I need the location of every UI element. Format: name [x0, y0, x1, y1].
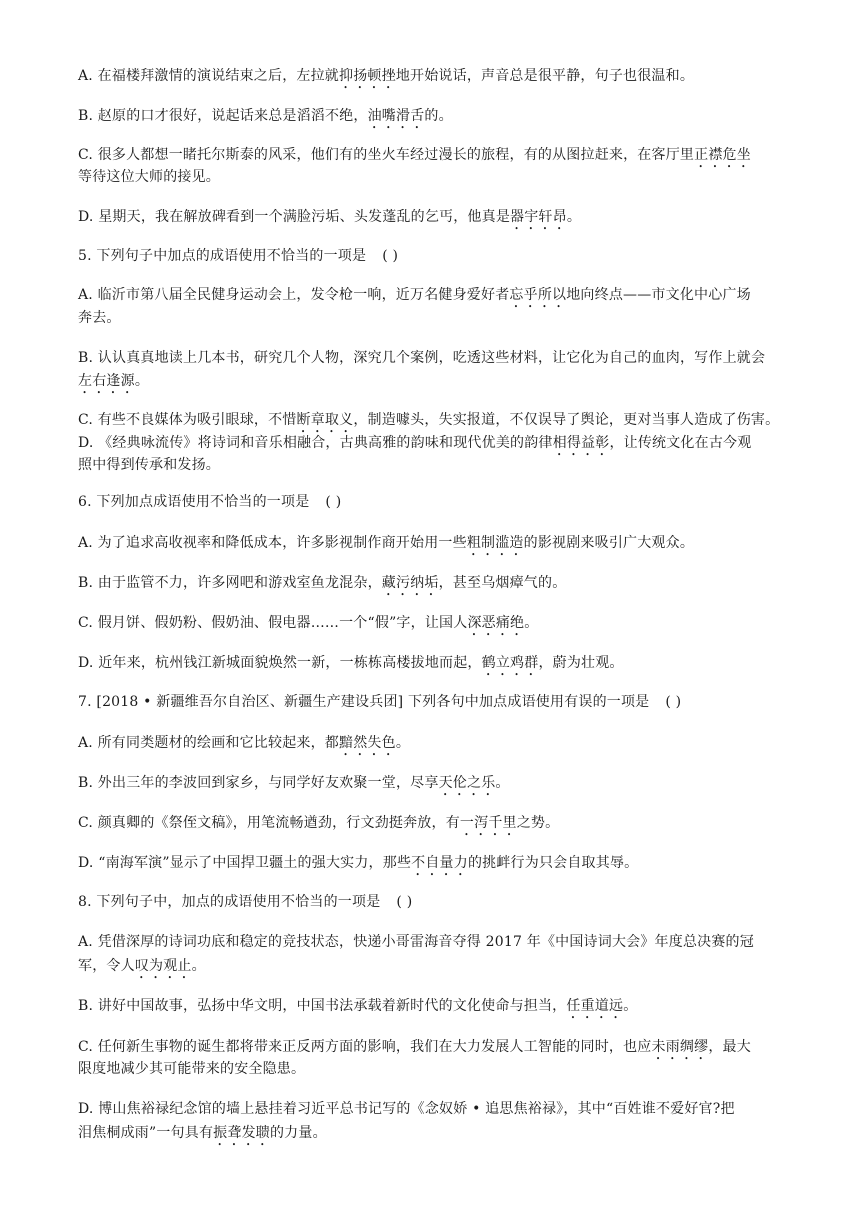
line-text: 8. 下列句子中，加点的成语使用不恰当的一项是 — [78, 894, 381, 910]
line-text: A. 在福楼拜激情的演说结束之后，左拉就 — [78, 68, 340, 84]
option-line — [78, 998, 790, 1022]
line-text: B. 外出三年的李波回到家乡，与同学好友欢聚一堂，尽享 — [78, 775, 439, 791]
dotted-idiom: 天伦之乐 — [438, 775, 496, 791]
dotted-idiom: 粗制滥造 — [466, 535, 524, 551]
option-line — [78, 535, 790, 559]
line-text: B. 讲好中国故事，弘扬中华文明，中国书法承载着新时代的文化使命与担当， — [78, 998, 567, 1014]
dotted-idiom: 振聋发聩 — [213, 1125, 270, 1141]
dotted-idiom: 左右逢源 — [78, 373, 135, 389]
line-text: 6. 下列加点成语使用不恰当的一项是 — [78, 494, 310, 510]
line-text: 的影视剧来吸引广大观众。 — [523, 535, 695, 551]
line-text: A. 凭借深厚的诗词功底和稳定的竞技状态，快递小哥雷海音夺得 2017 年《中国诗词大会》年度总决赛的冠 — [78, 934, 754, 950]
dotted-idiom: 未雨绸缪 — [651, 1039, 709, 1055]
dotted-idiom: 不自量力 — [411, 855, 468, 871]
option-line — [78, 373, 790, 397]
line-text: D. “南海军演”显示了中国捍卫疆土的强大实力，那些 — [78, 855, 412, 871]
option-line — [78, 170, 790, 184]
option-line — [78, 351, 790, 365]
line-text: 。 — [524, 615, 539, 631]
option-line — [78, 1039, 790, 1063]
option-line — [78, 435, 790, 459]
option-line — [78, 1062, 790, 1076]
line-text: 。 — [623, 998, 638, 1014]
dotted-idiom: 深恶痛绝 — [467, 615, 525, 631]
line-text: A. 所有同类题材的绘画和它比较起来，都 — [78, 735, 340, 751]
line-text: 等待这位大师的接见。 — [78, 169, 220, 185]
option-line — [78, 108, 790, 132]
option-line — [78, 287, 790, 311]
line-text: 。 — [134, 373, 150, 389]
dotted-idiom: 叹为观止 — [134, 958, 192, 974]
line-text: A. 为了追求高收视率和降低成本，许多影视制作商开始用一些 — [78, 535, 467, 551]
line-text: D. 星期天，我在解放碑看到一个满脸污垢、头发蓬乱的乞丐，他真是 — [78, 209, 511, 225]
option-line — [78, 458, 790, 472]
line-text: 。 — [191, 958, 206, 974]
line-text: 的力量。 — [269, 1125, 327, 1141]
line-text: 泪焦桐成雨”一句具有 — [78, 1125, 214, 1141]
option-line — [78, 412, 790, 436]
option-line — [78, 958, 790, 982]
answer-paren: ( ) — [325, 494, 342, 510]
dotted-idiom: 黯然失色 — [339, 735, 396, 751]
line-text: 。 — [495, 775, 510, 791]
line-text: B. 由于监管不力，许多网吧和游戏室鱼龙混杂， — [78, 575, 382, 591]
line-text: 。 — [395, 735, 411, 751]
option-line — [78, 1102, 790, 1116]
dotted-idiom: 正襟危坐 — [694, 147, 751, 163]
answer-paren: ( ) — [665, 694, 682, 710]
answer-paren: ( ) — [382, 248, 399, 264]
line-text: C. 很多人都想一睹托尔斯泰的风采，他们有的坐火车经过漫长的旅程，有的从图拉赶来，在客厅里 — [78, 147, 695, 163]
line-text: 地向终点——市文化中心广场 — [566, 287, 751, 303]
answer-paren: ( ) — [396, 894, 413, 910]
dotted-idiom: 抑扬顿挫 — [339, 68, 396, 84]
line-text: 地开始说话，声音总是很平静，句子也很温和。 — [395, 68, 695, 84]
option-line — [78, 311, 790, 325]
question-stem — [78, 695, 790, 709]
line-text: 的挑衅行为只会自取其辱。 — [467, 855, 639, 871]
option-line — [78, 735, 790, 759]
line-text: 的。 — [424, 108, 453, 124]
line-text: A. 临沂市第八届全民健身运动会上，发令枪一响，近万名健身爱好者 — [78, 287, 510, 303]
line-text: B. 赵原的口才很好，说起话来总是滔滔不绝， — [78, 108, 368, 124]
line-text: 军，令人 — [78, 958, 135, 974]
option-line — [78, 1125, 790, 1149]
dotted-idiom: 器宇轩昂 — [510, 209, 567, 225]
line-text: ，甚至乌烟瘴气的。 — [438, 575, 567, 591]
question-stem — [78, 495, 790, 509]
option-line — [78, 935, 790, 949]
question-stem — [78, 249, 790, 263]
option-line — [78, 615, 790, 639]
line-text: C. 任何新生事物的诞生都将带来正反两方面的影响，我们在大力发展人工智能的同时，也应 — [78, 1039, 652, 1055]
line-text: 。 — [566, 209, 582, 225]
line-text: D. 近年来，杭州钱江新城面貌焕然一新，一栋栋高楼拔地而起， — [78, 655, 482, 671]
line-text: C. 颜真卿的《祭侄文稿》，用笔流畅遒劲，行文劲挺奔放，有 — [78, 815, 460, 831]
line-text: 7. [2018 • 新疆维吾尔自治区、新疆生产建设兵团] 下列各句中加点成语使用有误的一项是 — [78, 694, 650, 710]
line-text: B. 认认真真地读上几本书，研究几个人物，深究几个案例，吃透这些材料，让它化为自己的血肉，写作上就会 — [78, 350, 766, 366]
line-text: ，最大 — [708, 1039, 751, 1055]
dotted-idiom: 藏污纳垢 — [381, 575, 439, 591]
option-line — [78, 147, 790, 171]
dotted-idiom: 一泻千里 — [459, 815, 517, 831]
line-text: 之势。 — [516, 815, 560, 831]
option-line — [78, 209, 790, 233]
dotted-idiom: 任重道远 — [566, 998, 624, 1014]
line-text: C. 假月饼、假奶粉、假奶油、假电器……一个“假”字，让国人 — [78, 615, 468, 631]
dotted-idiom: 忘乎所以 — [509, 287, 567, 303]
line-text: ，制造噱头，失实报道，不仅误导了舆论，更对当事人造成了伤害。 — [353, 412, 780, 428]
line-text: D. 《经典咏流传》将诗词和音乐相融合，古典高雅的韵味和现代优美的韵律 — [78, 435, 553, 451]
line-text: 5. 下列句子中加点的成语使用不恰当的一项是 — [78, 248, 367, 264]
line-text: D. 博山焦裕禄纪念馆的墙上悬挂着习近平总书记写的《念奴娇 • 追思焦裕禄》，其中“百姓谁不爱好官?把 — [78, 1101, 735, 1117]
line-text: 奔去。 — [78, 310, 121, 326]
option-line — [78, 815, 790, 839]
dotted-idiom: 相得益彰 — [552, 435, 610, 451]
dotted-idiom: 断章取义 — [296, 412, 354, 428]
line-text: 照中得到传承和发扬。 — [78, 457, 220, 473]
option-line — [78, 68, 790, 92]
line-text: C. 有些不良媒体为吸引眼球，不惜 — [78, 412, 297, 428]
line-text: 限度地减少其可能带来的安全隐患。 — [78, 1061, 306, 1077]
option-line — [78, 575, 790, 599]
option-line — [78, 855, 790, 879]
line-text: ，让传统文化在古今观 — [609, 435, 752, 451]
line-text: ，蔚为壮观。 — [538, 655, 624, 671]
dotted-idiom: 油嘴滑舌 — [367, 108, 425, 124]
dotted-idiom: 鹤立鸡群 — [481, 655, 539, 671]
option-line — [78, 775, 790, 799]
question-stem — [78, 895, 790, 909]
option-line — [78, 655, 790, 679]
